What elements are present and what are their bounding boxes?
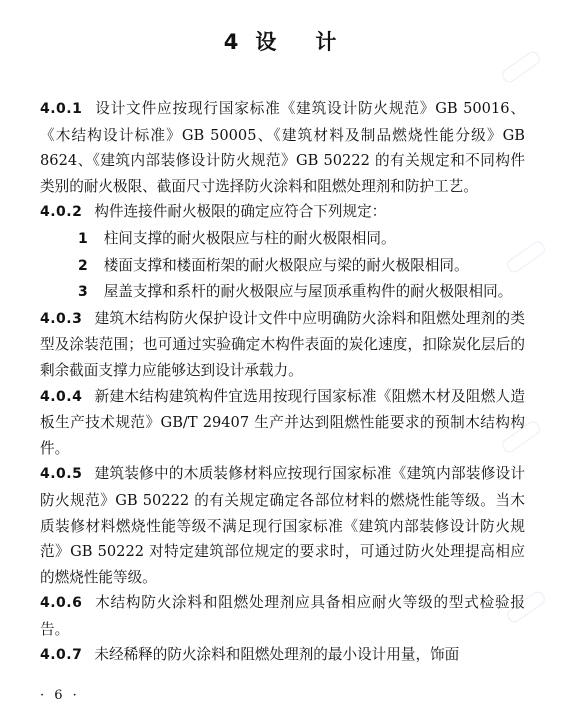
chapter-title-char-1: 设 [255, 30, 278, 54]
clause-4-0-5 [40, 461, 525, 590]
chapter-title-char-2: 计 [315, 30, 338, 54]
clause-number: 4.0.2 [40, 204, 83, 221]
clause-item-1 [40, 226, 525, 253]
chapter-number: 4 [223, 30, 240, 54]
clause-text: 构件连接件耐火极限的确定应符合下列规定： [94, 203, 387, 221]
clause-4-0-6 [40, 590, 525, 642]
clause-4-0-7 [40, 642, 525, 669]
item-number: 1 [77, 230, 88, 247]
item-text: 楼面支撑和楼面桁架的耐火极限应与梁的耐火极限相同。 [103, 256, 469, 274]
clause-text: 设计文件应按现行国家标准《建筑设计防火规范》GB 50016、《木结构设计标准》GB 50005、《建筑材料及制品燃烧性能分级》GB 8624、《建筑内部装修设计防火规范》GB 50222 的有关规定和不同构件类别的耐火极限、截面尺寸选择防火涂料和阻燃处理剂和防护工艺。 [40, 100, 525, 195]
clause-number: 4.0.6 [40, 595, 83, 612]
chapter-title [0, 26, 561, 56]
item-number: 2 [77, 257, 88, 274]
clause-number: 4.0.5 [40, 466, 83, 483]
clause-number: 4.0.7 [40, 647, 83, 664]
item-number: 3 [77, 284, 88, 301]
clause-4-0-3 [40, 306, 525, 384]
clause-text: 建筑装修中的木质装修材料应按现行国家标准《建筑内部装修设计防火规范》GB 50222 的有关规定确定各部位材料的燃烧性能等级。当木质装修材料燃烧性能等级不满足现行国家标准《建筑内部装修设计防火规范》GB 50222 对特定建筑部位规定的要求时，可通过防火处理提高相应的燃烧性能等级。 [40, 465, 525, 586]
clause-text: 木结构防火涂料和阻燃处理剂应具备相应耐火等级的型式检验报告。 [40, 594, 525, 638]
item-text: 柱间支撑的耐火极限应与柱的耐火极限相同。 [103, 229, 396, 247]
clause-list [40, 96, 525, 669]
clause-text: 未经稀释的防火涂料和阻燃处理剂的最小设计用量，饰面 [94, 646, 460, 664]
clause-text: 建筑木结构防火保护设计文件中应明确防火涂料和阻燃处理剂的类型及涂装范围；也可通过实验确定木构件表面的炭化速度，扣除炭化层后的剩余截面支撑力应能够达到设计承载力。 [40, 309, 525, 379]
clause-number: 4.0.4 [40, 388, 83, 405]
clause-item-3 [40, 279, 525, 306]
clause-4-0-2 [40, 199, 525, 226]
page-number: · 6 · [40, 688, 80, 703]
clause-text: 新建木结构建筑构件宜选用按现行国家标准《阻燃木材及阻燃人造板生产技术规范》GB/T 29407 生产并达到阻燃性能要求的预制木结构构件。 [40, 387, 525, 457]
clause-number: 4.0.3 [40, 310, 83, 327]
clause-number: 4.0.1 [40, 101, 83, 117]
clause-item-2 [40, 253, 525, 280]
clause-4-0-4 [40, 384, 525, 462]
item-text: 屋盖支撑和系杆的耐火极限应与屋顶承重构件的耐火极限相同。 [103, 283, 513, 301]
clause-4-0-1 [40, 96, 525, 199]
